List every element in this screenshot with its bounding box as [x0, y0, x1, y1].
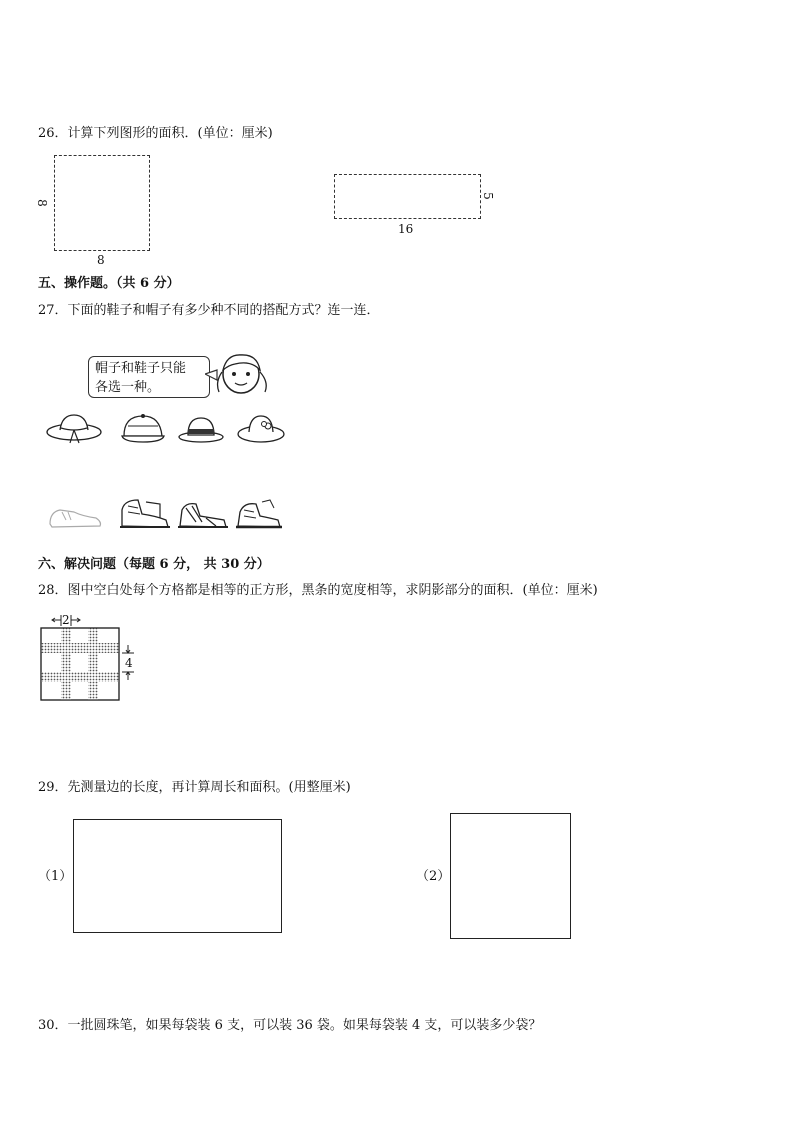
square-figure — [54, 155, 150, 251]
square-side-label: 8 — [34, 199, 49, 207]
square-bottom-label: 8 — [97, 253, 105, 267]
rectangle-width-label: 16 — [398, 222, 414, 236]
dim-top-label: 2 — [62, 613, 70, 627]
figure-2-label: （2） — [416, 869, 451, 884]
question-30-text: 30．一批圆珠笔，如果每袋装 6 支，可以装 36 袋。如果每袋装 4 支，可以装多少袋？ — [38, 1018, 542, 1033]
section-5-title: 五、操作题。（共 6 分） — [38, 276, 180, 291]
girl-illustration — [205, 352, 277, 400]
question-26-text: 26．计算下列图形的面积．(单位：厘米) — [38, 126, 273, 141]
flower-hat-icon — [236, 410, 286, 446]
sandal-icon — [176, 496, 232, 532]
cap-icon — [118, 410, 168, 446]
boot-icon — [116, 496, 174, 532]
section-6-title: 六、解决问题（每题 6 分， 共 30 分） — [38, 557, 270, 572]
speech-bubble — [88, 356, 210, 398]
sneaker-icon — [46, 500, 104, 532]
rectangle-2 — [450, 813, 571, 939]
rectangle-height-label: 5 — [480, 192, 495, 200]
figure-1-label: （1） — [38, 869, 73, 884]
sport-shoe-icon — [234, 496, 284, 532]
question-27-text: 27．下面的鞋子和帽子有多少种不同的搭配方式？连一连． — [38, 303, 380, 318]
bubble-line-2: 各选一种。 — [95, 380, 161, 395]
fedora-icon — [176, 410, 226, 446]
question-28-text: 28．图中空白处每个方格都是相等的正方形，黑条的宽度相等，求阴影部分的面积．(单位：厘米) — [38, 583, 598, 598]
sun-hat-icon — [44, 410, 104, 446]
dim-right-label: 4 — [125, 656, 133, 670]
question-29-text: 29．先测量边的长度，再计算周长和面积。(用整厘米) — [38, 780, 351, 795]
rectangle-figure — [334, 174, 481, 219]
rectangle-1 — [73, 819, 282, 933]
bubble-line-1: 帽子和鞋子只能 — [95, 361, 187, 376]
